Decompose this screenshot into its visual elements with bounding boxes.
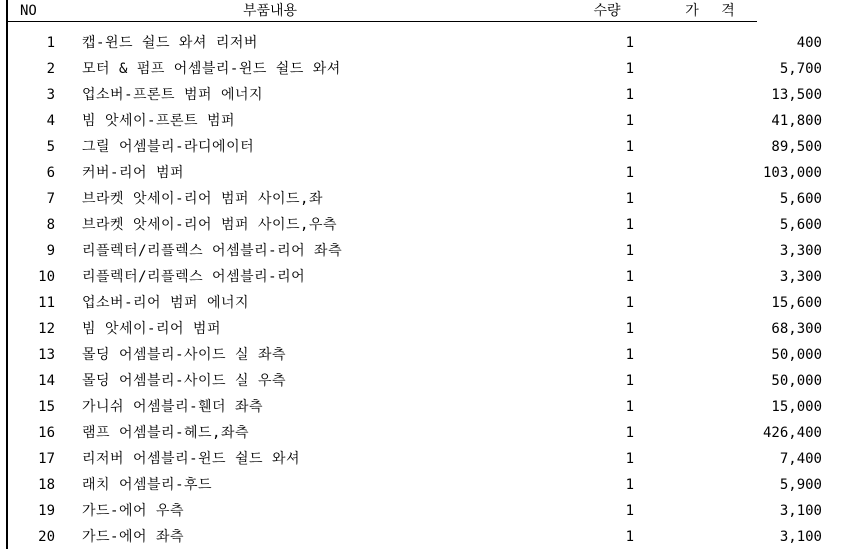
row-description: 커버-리어 범퍼 — [82, 165, 185, 181]
table-row — [0, 472, 852, 498]
row-number: 4 — [46, 113, 55, 129]
row-description: 가드-에어 좌측 — [82, 529, 185, 545]
row-quantity: 1 — [625, 87, 634, 103]
row-price: 400 — [796, 35, 822, 51]
row-price: 89,500 — [771, 139, 822, 155]
table-row — [0, 212, 852, 238]
row-price: 3,300 — [779, 269, 822, 285]
table-row — [0, 342, 852, 368]
table-row — [0, 316, 852, 342]
row-quantity: 1 — [625, 269, 634, 285]
row-quantity: 1 — [625, 451, 634, 467]
table-row — [0, 186, 852, 212]
row-number: 10 — [38, 269, 55, 285]
row-quantity: 1 — [625, 477, 634, 493]
row-quantity: 1 — [625, 139, 634, 155]
row-description: 가니쉬 어셈블리-휀더 좌측 — [82, 399, 264, 415]
table-row — [0, 82, 852, 108]
row-price: 426,400 — [762, 425, 822, 441]
table-row — [0, 56, 852, 82]
row-price: 5,600 — [779, 217, 822, 233]
row-quantity: 1 — [625, 321, 634, 337]
row-price: 41,800 — [771, 113, 822, 129]
row-price: 13,500 — [771, 87, 822, 103]
row-number: 7 — [46, 191, 55, 207]
row-description: 캡-윈드 쉴드 와셔 리저버 — [82, 35, 258, 51]
header-price: 가 격 — [685, 3, 735, 19]
row-description: 래치 어셈블리-후드 — [82, 477, 213, 493]
row-price: 3,300 — [779, 243, 822, 259]
row-number: 12 — [38, 321, 55, 337]
row-number: 18 — [38, 477, 55, 493]
header-quantity: 수량 — [593, 3, 621, 19]
row-quantity: 1 — [625, 217, 634, 233]
row-number: 1 — [46, 35, 55, 51]
table-header — [0, 0, 852, 22]
row-description: 몰딩 어셈블리-사이드 실 우측 — [82, 373, 287, 389]
row-quantity: 1 — [625, 373, 634, 389]
row-quantity: 1 — [625, 425, 634, 441]
row-price: 5,700 — [779, 61, 822, 77]
row-quantity: 1 — [625, 113, 634, 129]
row-description: 빔 앗세이-프론트 범퍼 — [82, 113, 236, 129]
header-no: NO — [20, 3, 37, 19]
row-price: 7,400 — [779, 451, 822, 467]
row-number: 8 — [46, 217, 55, 233]
table-row — [0, 420, 852, 446]
table-row — [0, 368, 852, 394]
row-number: 5 — [46, 139, 55, 155]
row-price: 50,000 — [771, 373, 822, 389]
row-description: 모터 & 펌프 어셈블리-윈드 쉴드 와셔 — [82, 61, 341, 77]
row-price: 5,900 — [779, 477, 822, 493]
row-description: 브라켓 앗세이-리어 범퍼 사이드,우측 — [82, 217, 338, 233]
table-row — [0, 30, 852, 56]
row-quantity: 1 — [625, 191, 634, 207]
row-quantity: 1 — [625, 295, 634, 311]
row-description: 업소버-리어 범퍼 에너지 — [82, 295, 250, 311]
row-description: 빔 앗세이-리어 범퍼 — [82, 321, 221, 337]
row-quantity: 1 — [625, 165, 634, 181]
row-price: 50,000 — [771, 347, 822, 363]
table-row — [0, 134, 852, 160]
row-number: 13 — [38, 347, 55, 363]
header-underline — [8, 21, 757, 22]
row-description: 그릴 어셈블리-라디에이터 — [82, 139, 255, 155]
row-number: 11 — [38, 295, 55, 311]
row-number: 15 — [38, 399, 55, 415]
row-description: 브라켓 앗세이-리어 범퍼 사이드,좌 — [82, 191, 323, 207]
row-quantity: 1 — [625, 35, 634, 51]
row-price: 3,100 — [779, 503, 822, 519]
row-price: 3,100 — [779, 529, 822, 545]
table-row — [0, 238, 852, 264]
row-number: 17 — [38, 451, 55, 467]
row-number: 2 — [46, 61, 55, 77]
row-number: 6 — [46, 165, 55, 181]
row-price: 68,300 — [771, 321, 822, 337]
row-description: 램프 어셈블리-헤드,좌측 — [82, 425, 250, 441]
row-quantity: 1 — [625, 399, 634, 415]
row-number: 9 — [46, 243, 55, 259]
table-row — [0, 108, 852, 134]
row-number: 16 — [38, 425, 55, 441]
row-price: 15,600 — [771, 295, 822, 311]
table-row — [0, 290, 852, 316]
table-row — [0, 394, 852, 420]
row-description: 리플렉터/리플렉스 어셈블리-리어 좌측 — [82, 243, 343, 259]
table-row — [0, 264, 852, 290]
row-quantity: 1 — [625, 529, 634, 545]
row-quantity: 1 — [625, 347, 634, 363]
row-description: 리플렉터/리플렉스 어셈블리-리어 — [82, 269, 306, 285]
table-row — [0, 498, 852, 524]
row-quantity: 1 — [625, 243, 634, 259]
table-row — [0, 160, 852, 186]
row-description: 리저버 어셈블리-윈드 쉴드 와셔 — [82, 451, 301, 467]
row-number: 3 — [46, 87, 55, 103]
row-description: 몰딩 어셈블리-사이드 실 좌측 — [82, 347, 287, 363]
row-quantity: 1 — [625, 61, 634, 77]
row-description: 가드-에어 우측 — [82, 503, 185, 519]
parts-table-body — [0, 30, 852, 550]
header-description: 부품내용 — [242, 3, 298, 19]
table-row — [0, 446, 852, 472]
row-price: 103,000 — [762, 165, 822, 181]
row-price: 5,600 — [779, 191, 822, 207]
row-number: 20 — [38, 529, 55, 545]
row-description: 업소버-프론트 범퍼 에너지 — [82, 87, 264, 103]
row-number: 14 — [38, 373, 55, 389]
row-price: 15,000 — [771, 399, 822, 415]
row-number: 19 — [38, 503, 55, 519]
row-quantity: 1 — [625, 503, 634, 519]
table-row — [0, 524, 852, 550]
